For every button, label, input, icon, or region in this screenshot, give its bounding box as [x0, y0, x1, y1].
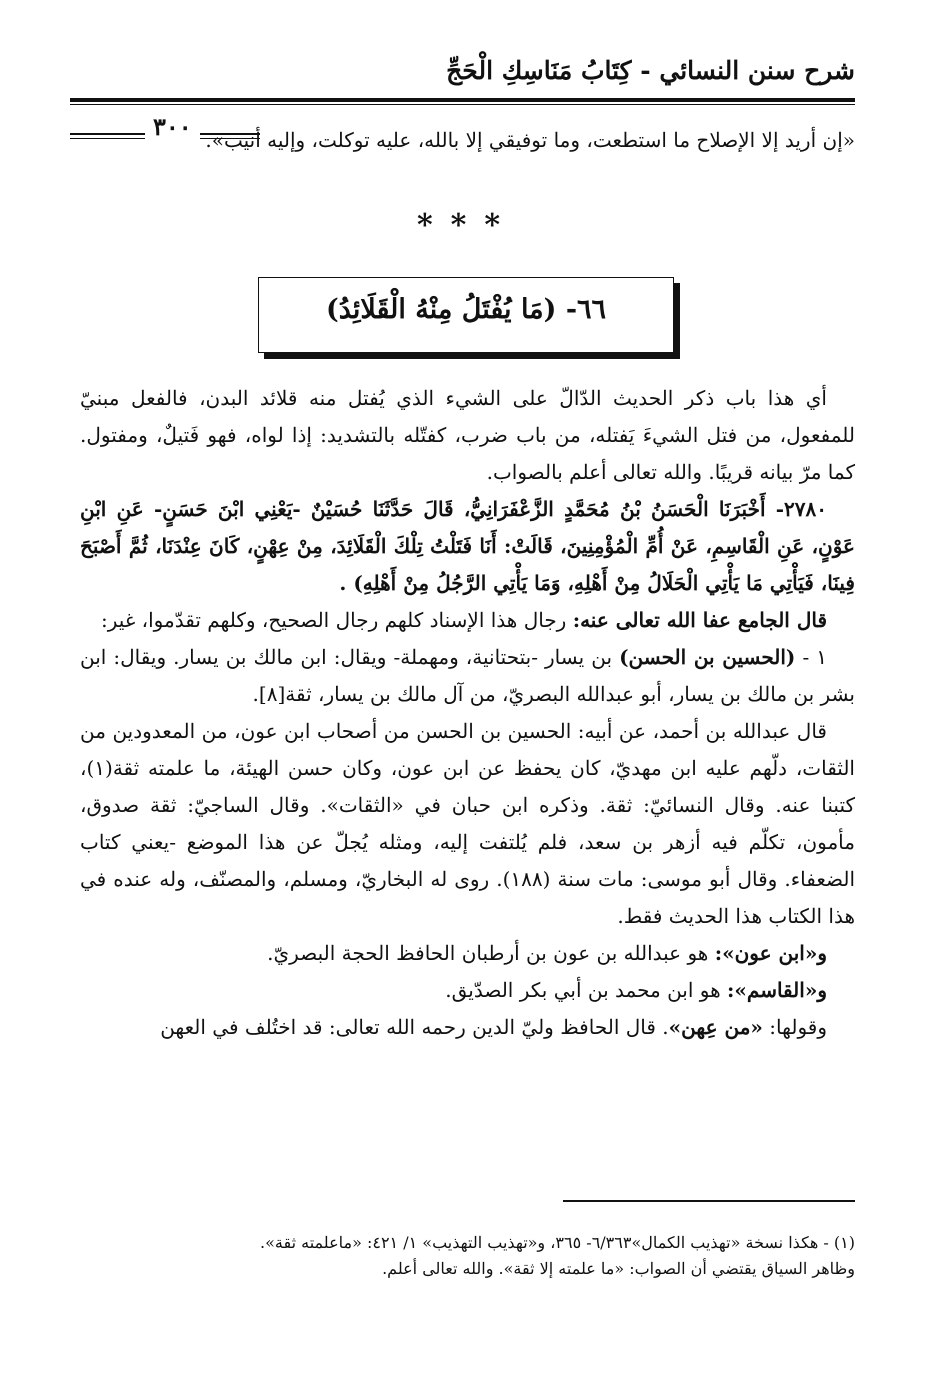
- ihn-note: [80, 1009, 855, 1046]
- footnote: [80, 1230, 855, 1282]
- header-rule: [70, 98, 855, 102]
- main-text: [80, 380, 855, 1046]
- narrator-name: (الحسين بن الحسن): [619, 645, 796, 669]
- ihn-bold: «من عِهن»: [668, 1015, 763, 1039]
- jami-comment: [80, 602, 855, 639]
- page-number: ٣٠٠: [145, 112, 200, 141]
- chapter-explanation: أي هذا باب ذكر الحديث الدّالّ على الشيء الذي يُفتل منه قلائد البدن، فالفعل مبنيّ للمفعول، من فتل الشيءَ يَفتله، من باب ضرب، كفتّله بالتشديد: إذا لواه، فهو فَتيلٌ، ومفتول. كما مرّ بيانه قريبًا. والله تعالى أعلم بالصواب.: [80, 386, 855, 484]
- narrator-biography: قال عبدالله بن أحمد، عن أبيه: الحسين بن الحسن من أصحاب ابن عون، من المعدودين من الثقات، دلّهم عليه ابن مهديّ، كان يحفظ عن ابن عون، وكان حسن الهيئة، ما علمته ثقة(١)، كتبنا عنه. وقال النسائيّ: ثقة. وذكره ابن حبان في «الثقات». وقال الساجيّ: ثقة صدوق، مأمون، تكلّم فيه أزهر بن سعد، فلم يُلتفت إليه، ومثله يُجلّ عن هذا الموضع -يعني كتاب الضعفاء. وقال أبو موسى: مات سنة (١٨٨). روى له البخاريّ، ومسلم، والمصنّف، وله عنده في هذا الكتاب هذا الحديث فقط.: [80, 719, 855, 928]
- intro-quote: «إن أريد إلا الإصلاح ما استطعت، وما توفيقي إلا بالله، عليه توكلت، وإليه أنيب».: [205, 128, 855, 152]
- ibn-awn-note: [80, 935, 855, 972]
- ihn-rest: . قال الحافظ وليّ الدين رحمه الله تعالى: قد اختُلف في العهن: [160, 1015, 669, 1039]
- ibn-awn-label: و«ابن عون»:: [714, 941, 827, 965]
- jami-rest: رجال هذا الإسناد كلهم رجال الصحيح، وكلهم تقدّموا، غير:: [101, 608, 573, 632]
- intro-quote-block: [80, 122, 855, 159]
- header-rule-thin: [70, 104, 855, 105]
- qasim-text: هو ابن محمد بن أبي بكر الصدّيق.: [445, 978, 728, 1002]
- section-separator-stars: ***: [416, 208, 519, 243]
- narrator-details: بن يسار -بتحتانية، ومهملة- ويقال: ابن مالك بن يسار. ويقال: ابن بشر بن مالك بن يسار، أبو عبدالله البصريّ، من آل مالك بن يسار، ثقة[٨].: [80, 645, 855, 706]
- running-title: شرح سنن النسائي - كِتَابُ مَنَاسِكِ الْحَجِّ: [446, 56, 855, 85]
- qasim-note: [80, 972, 855, 1009]
- footnote-separator: [563, 1200, 855, 1202]
- item-number: ١ -: [795, 645, 827, 669]
- narrator-item-1: [80, 639, 855, 713]
- footnote-line-2: وظاهر السياق يقتضي أن الصواب: «ما علمته إلا ثقة». والله تعالى أعلم.: [382, 1259, 855, 1278]
- hadith-text: ٢٧٨٠- أَخْبَرَنَا الْحَسَنُ بْنُ مُحَمَّدٍ الزَّعْفَرَانِيُّ، قَالَ حَدَّثَنَا حُسَيْنٌ -يَعْنِي ابْنَ حَسَنٍ- عَنِ ابْنِ عَوْنٍ، عَنِ الْقَاسِمِ، عَنْ أُمِّ الْمُؤْمِنِينَ، قَالَتْ: أَنَا فَتَلْتُ تِلْكَ الْقَلَائِدَ، مِنْ عِهْنٍ، كَانَ عِنْدَنَا، ثُمَّ أَصْبَحَ فِينَا، فَيَأْتِي مَا يَأْتِي الْحَلَالُ مِنْ أَهْلِهِ، وَمَا يَأْتِي الرَّجُلُ مِنْ أَهْلِهِ) .: [80, 497, 855, 595]
- chapter-title: ٦٦- (مَا يُفْتَلُ مِنْهُ الْقَلَائِدُ): [325, 294, 607, 325]
- ihn-lead: وقولها:: [762, 1015, 827, 1039]
- qasim-label: و«القاسم»:: [727, 978, 827, 1002]
- ibn-awn-text: هو عبدالله بن عون بن أرطبان الحافظ الحجة البصريّ.: [267, 941, 715, 965]
- chapter-heading-box: [258, 277, 674, 353]
- jami-lead: قال الجامع عفا الله تعالى عنه:: [572, 608, 827, 632]
- footnote-line-1: (١) - هكذا نسخة «تهذيب الكمال»٦/٣٦٣- ٣٦٥، و«تهذيب التهذيب» ١/ ٤٢١: «ماعلمته ثقة».: [260, 1233, 855, 1252]
